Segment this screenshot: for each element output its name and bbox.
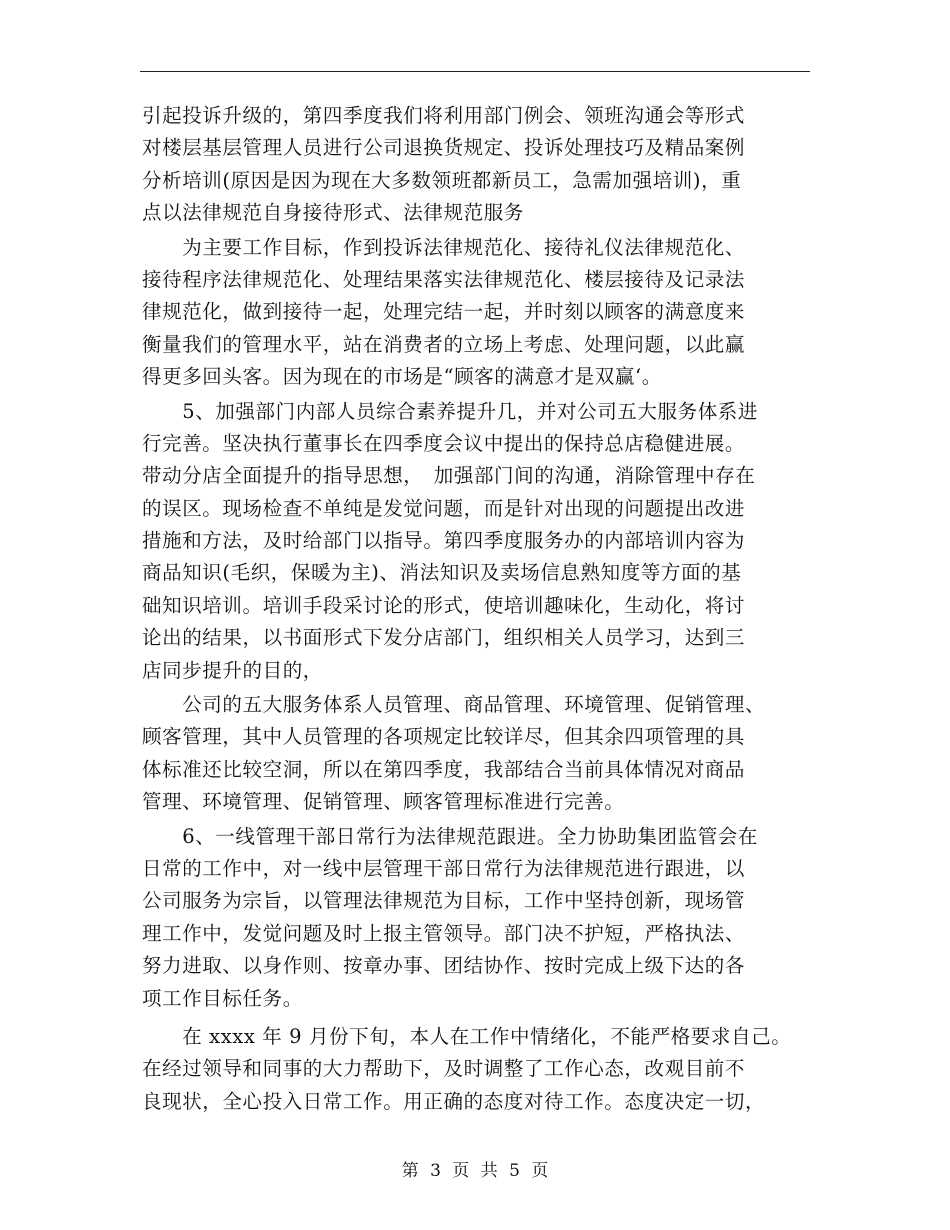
text-line: 带动分店全面提升的指导思想， 加强部门间的沟通，消除管理中存在 <box>142 464 756 488</box>
paragraph-1 <box>142 100 814 230</box>
text-line: 公司的五大服务体系人员管理、商品管理、环境管理、促销管理、 <box>142 693 766 717</box>
paragraph-5 <box>142 821 814 1015</box>
text-line: 良现状，全心投入日常工作。用正确的态度对待工作。态度决定一切， <box>142 1089 766 1113</box>
header-rule <box>140 71 810 72</box>
document-body <box>142 100 814 1118</box>
text-line: 引起投诉升级的，第四季度我们将利用部门例会、领班沟通会等形式 <box>142 104 746 127</box>
footer-page-number: 3 <box>430 1161 441 1181</box>
text-line: 论出的结果，以书面形式下发分店部门，组织相关人员学习，达到三 <box>142 626 746 650</box>
paragraph-2 <box>142 232 814 394</box>
text-line: 的误区。现场检查不单纯是发觉问题，而是针对出现的问题提出改进 <box>142 496 746 520</box>
text-line: 理工作中，发觉问题及时上报主管领导。部门决不护短，严格执法、 <box>142 921 746 945</box>
text-line: 公司服务为宗旨，以管理法律规范为目标，工作中坚持创新，现场管 <box>142 889 746 913</box>
text-line: 点以法律规范自身接待形式、法律规范服务 <box>142 201 524 225</box>
text-line: 在经过领导和同事的大力帮助下，及时调整了工作心态，改观目前不 <box>142 1057 746 1081</box>
text-line: 础知识培训。培训手段采讨论的形式，使培训趣味化，生动化，将讨 <box>142 593 746 617</box>
paragraph-4 <box>142 689 814 819</box>
paragraph-6 <box>142 1021 814 1118</box>
footer-total-pages: 5 <box>509 1161 520 1181</box>
text-line: 行完善。坚决执行董事长在四季度会议中提出的保持总店稳健进展。 <box>142 431 746 455</box>
text-line: 接待程序法律规范化、处理结果落实法律规范化、楼层接待及记录法 <box>142 267 746 291</box>
text-line: 顾客管理，其中人员管理的各项规定比较详尽，但其余四项管理的具 <box>142 725 746 749</box>
text-line: 店同步提升的目的， <box>142 658 323 682</box>
text-line: 体标准还比较空洞，所以在第四季度，我部结合当前具体情况对商品 <box>142 757 746 781</box>
footer-page-word: 页 <box>452 1161 470 1181</box>
text-line: 衡量我们的管理水平，站在消费者的立场上考虑、处理问题，以此赢 <box>142 332 746 356</box>
text-line: 日常的工作中，对一线中层管理干部日常行为法律规范进行跟进，以 <box>142 856 746 880</box>
footer-suffix: 页 <box>531 1161 549 1181</box>
footer-prefix: 第 <box>401 1161 419 1181</box>
text-line: 对楼层基层管理人员进行公司退换货规定、投诉处理技巧及精品案例 <box>142 136 746 160</box>
text-line: 管理、环境管理、促销管理、顾客管理标准进行完善。 <box>142 790 625 814</box>
text-line: 5、加强部门内部人员综合素养提升几，并对公司五大服务体系进 <box>142 399 759 423</box>
text-line: 律规范化，做到接待一起，处理完结一起，并时刻以顾客的满意度来 <box>142 300 746 324</box>
paragraph-3 <box>142 396 814 688</box>
text-line: 项工作目标任务。 <box>142 986 303 1010</box>
text-line: 商品知识(毛织，保暖为主)、消法知识及卖场信息熟知度等方面的基 <box>142 561 742 585</box>
text-line: 6、一线管理干部日常行为法律规范跟进。全力协助集团监管会在 <box>142 824 759 848</box>
text-line: 努力进取、以身作则、按章办事、团结协作、按时完成上级下达的各 <box>142 954 746 978</box>
text-line: 为主要工作目标，作到投诉法律规范化、接待礼仪法律规范化、 <box>142 235 746 259</box>
text-line: 分析培训(原因是因为现在大多数领班都新员工，急需加强培训)，重 <box>142 168 742 192</box>
text-line: 在 xxxx 年 9 月份下旬，本人在工作中情绪化，不能严格要求自己。 <box>142 1024 792 1048</box>
page-footer <box>0 1156 950 1181</box>
footer-total-word: 共 <box>480 1161 498 1181</box>
text-line: 措施和方法，及时给部门以指导。第四季度服务办的内部培训内容为 <box>142 529 746 553</box>
text-line: 得更多回头客。因为现在的市场是“顾客的满意才是双赢‘。 <box>142 365 662 389</box>
